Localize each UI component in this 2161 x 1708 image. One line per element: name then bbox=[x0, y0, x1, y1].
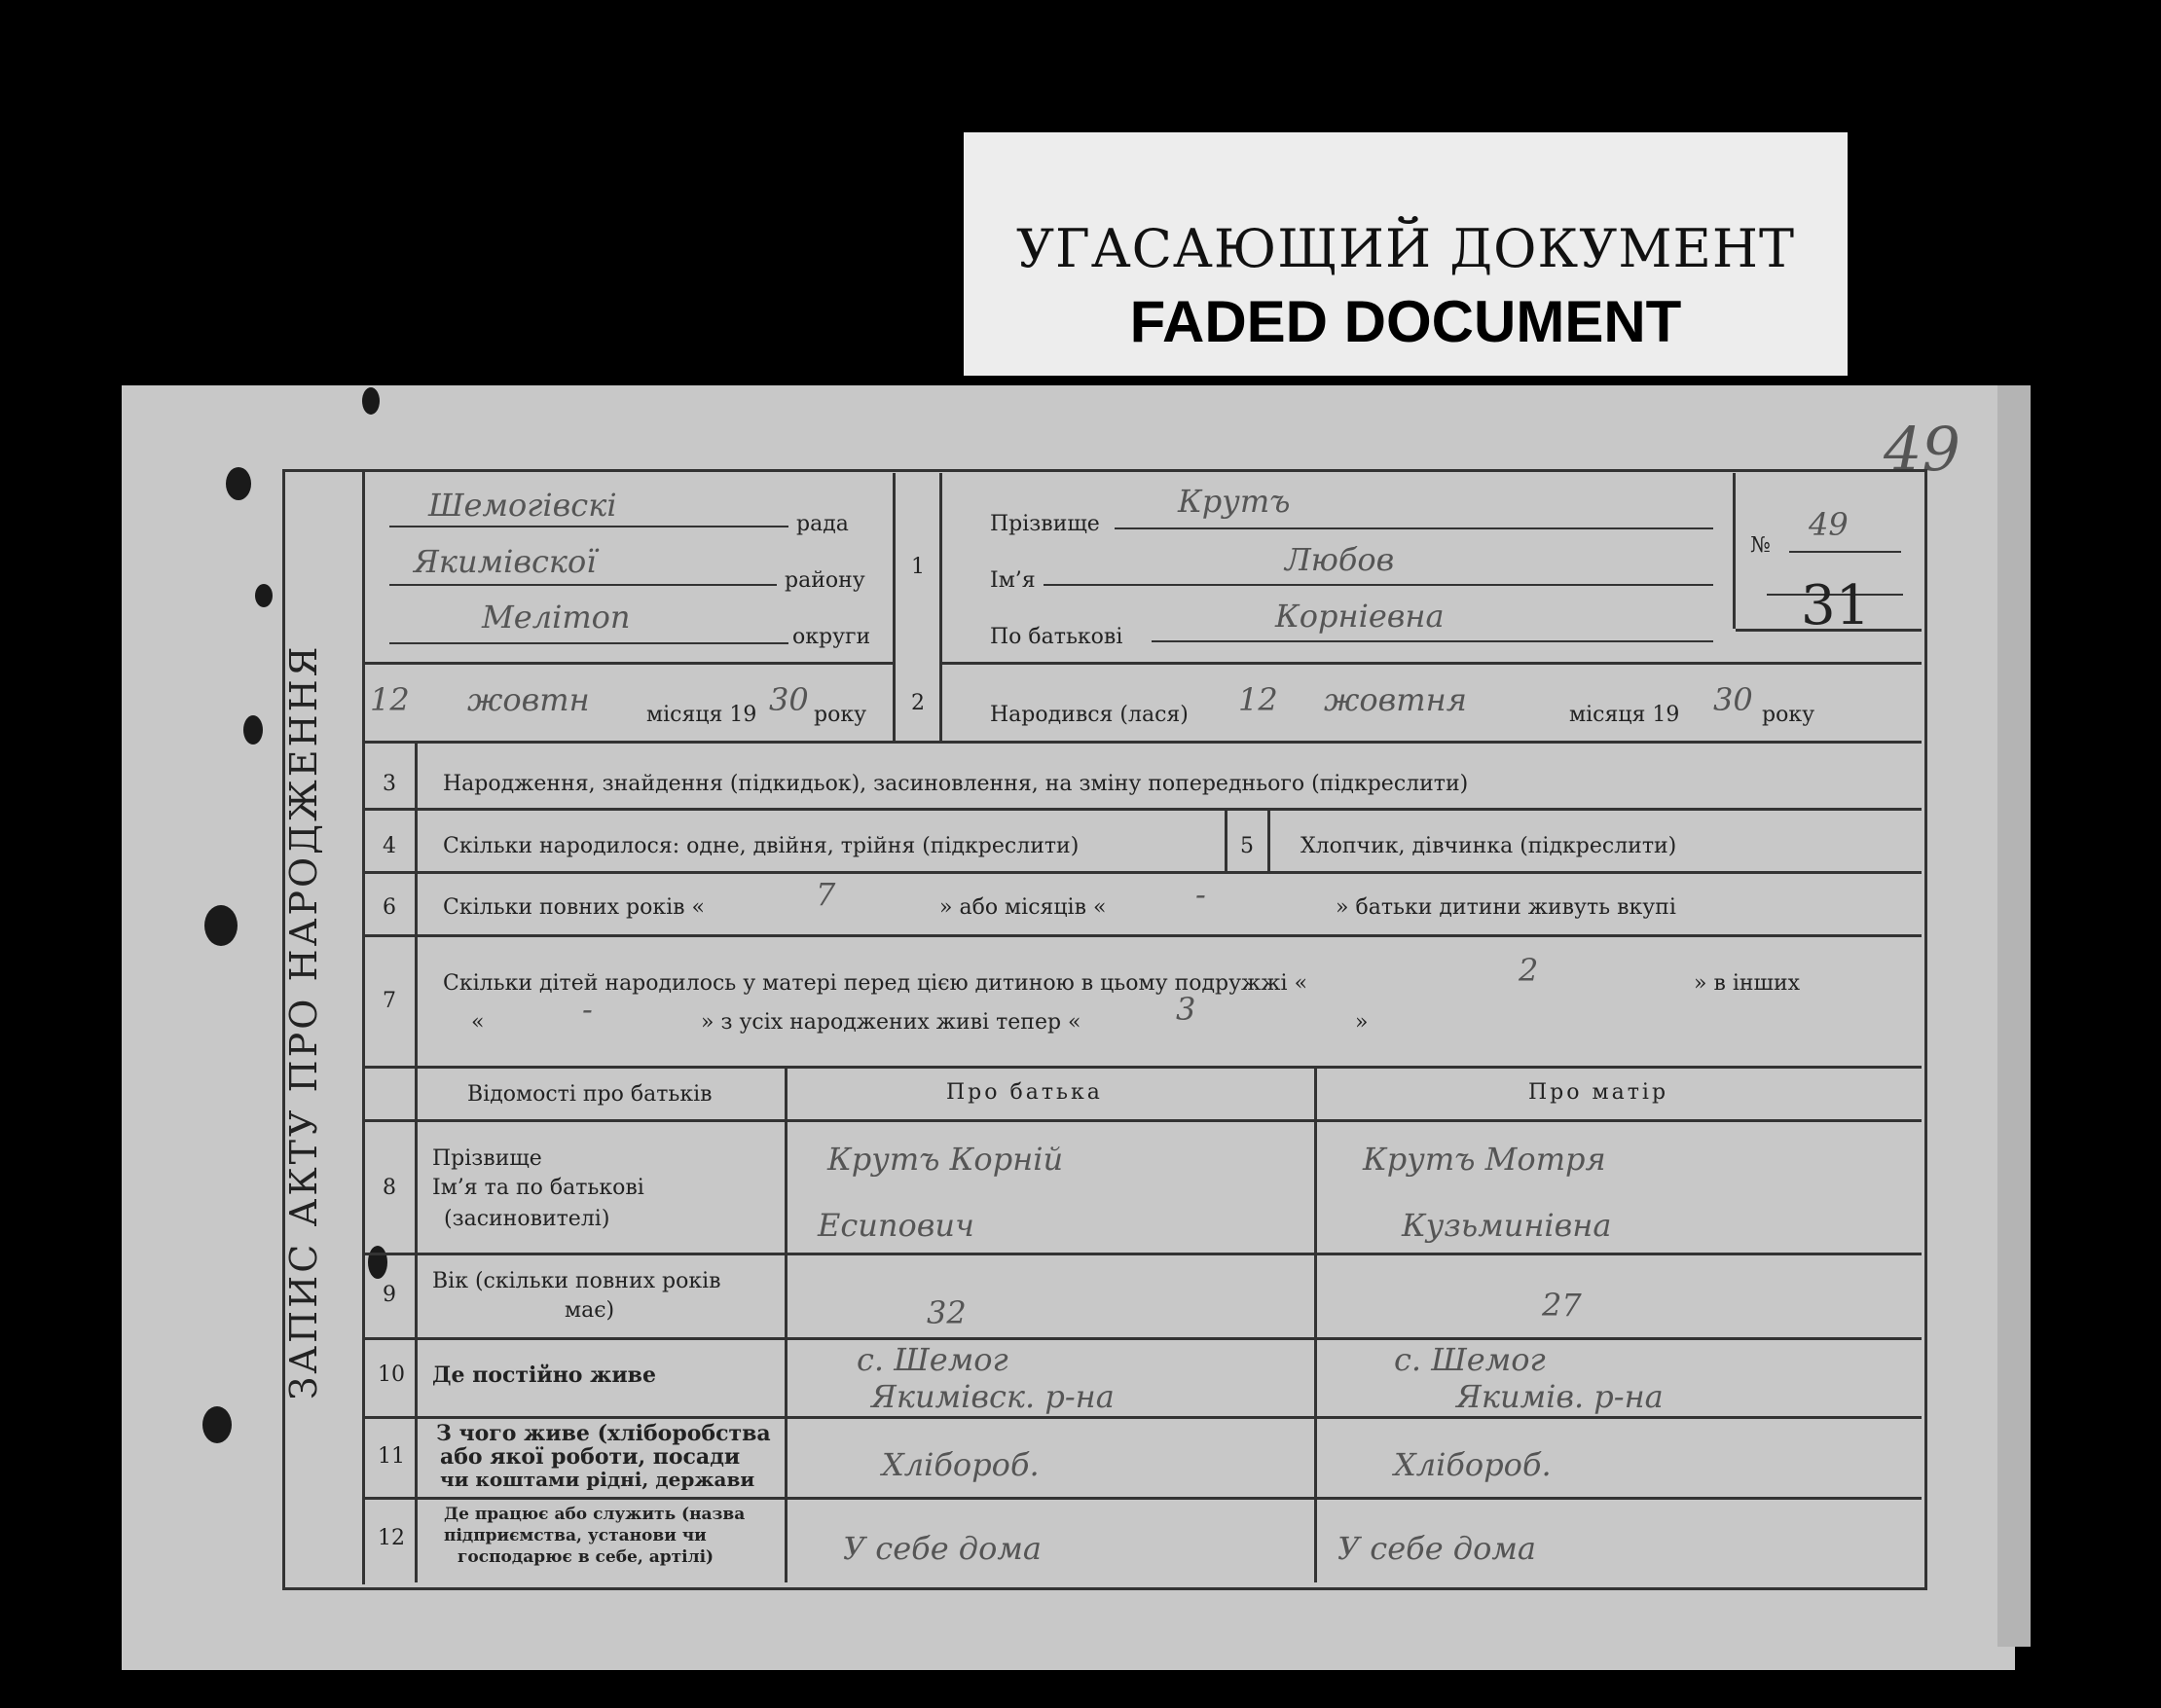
divider bbox=[1225, 811, 1227, 871]
faded-document-banner bbox=[964, 132, 1848, 376]
father-residence-2: Якимівск. р-на bbox=[871, 1378, 1115, 1415]
row-7-alive-now: 3 bbox=[1176, 991, 1196, 1028]
father-occupation: Хлібороб. bbox=[882, 1446, 1040, 1483]
divider bbox=[1733, 473, 1736, 629]
row-9-label-1: Вік (скільки повних років bbox=[432, 1269, 721, 1293]
handwritten-month: жовтн bbox=[467, 681, 590, 718]
born-month: жовтня bbox=[1324, 681, 1467, 718]
row-11-label-3: чи коштами рідні, держави bbox=[440, 1468, 755, 1491]
punch-hole bbox=[362, 387, 380, 415]
mother-age: 27 bbox=[1542, 1287, 1582, 1324]
fill-line bbox=[389, 642, 788, 644]
row-divider bbox=[365, 934, 1922, 937]
row-7-text-5: » bbox=[1355, 1010, 1369, 1035]
row-8-label-1: Прізвище bbox=[432, 1146, 542, 1171]
row-number-10: 10 bbox=[378, 1363, 405, 1387]
divider bbox=[785, 1069, 787, 1582]
row-6-text-3: » батьки дитини живуть вкупі bbox=[1336, 895, 1676, 920]
mother-occupation: Хлібороб. bbox=[1394, 1446, 1552, 1483]
row-10-label: Де постійно живе bbox=[432, 1363, 656, 1388]
row-number-7: 7 bbox=[383, 989, 396, 1013]
mother-name-1: Крутъ Мотря bbox=[1363, 1141, 1606, 1178]
record-no-label: № bbox=[1750, 533, 1771, 558]
raion-label: району bbox=[785, 568, 865, 593]
child-name: Любов bbox=[1285, 541, 1395, 578]
sheet-edge bbox=[1997, 385, 2031, 1647]
row-number-9: 9 bbox=[383, 1283, 396, 1307]
row-number-5: 5 bbox=[1240, 834, 1254, 858]
mother-residence-1: с. Шемог bbox=[1394, 1341, 1546, 1378]
okruh-label: округи bbox=[792, 625, 871, 649]
row-divider bbox=[365, 1253, 1922, 1255]
row-number-12: 12 bbox=[378, 1526, 405, 1550]
row-number-3: 3 bbox=[383, 772, 396, 796]
row-7-text-4: » з усіх народжених живі тепер « bbox=[701, 1010, 1081, 1035]
fill-line bbox=[389, 584, 777, 586]
row-divider bbox=[365, 1497, 1922, 1500]
row-divider bbox=[365, 1066, 1922, 1069]
mother-workplace: У себе дома bbox=[1337, 1530, 1536, 1567]
father-header: Про батька bbox=[946, 1080, 1103, 1105]
punch-hole bbox=[255, 584, 273, 607]
patronymic-label: По батькові bbox=[990, 625, 1123, 649]
row-8-label-2: Ім’я та по батькові bbox=[432, 1176, 644, 1200]
fill-line bbox=[389, 526, 788, 527]
row-number-11: 11 bbox=[378, 1444, 405, 1469]
born-day: 12 bbox=[1238, 681, 1278, 718]
banner-line-1: УГАСАЮЩИЙ ДОКУМЕНТ bbox=[1015, 218, 1796, 279]
row-7-text-3: « bbox=[471, 1010, 485, 1035]
row-8-label-3: (засиновителі) bbox=[444, 1207, 610, 1231]
row-6-months: - bbox=[1195, 876, 1206, 913]
father-residence-1: с. Шемог bbox=[857, 1341, 1008, 1378]
divider bbox=[365, 741, 1922, 744]
row-divider bbox=[365, 1416, 1922, 1419]
row-7-other: - bbox=[582, 991, 593, 1028]
mother-header: Про матір bbox=[1528, 1080, 1669, 1105]
handwritten-raion: Якимівскої bbox=[414, 543, 597, 580]
born-year-label: року bbox=[1762, 703, 1815, 727]
vertical-title-text: ЗАПИС АКТУ ПРО НАРОДЖЕННЯ bbox=[282, 643, 325, 1400]
name-label: Ім’я bbox=[990, 568, 1036, 593]
divider bbox=[1314, 1069, 1317, 1582]
father-name-1: Крутъ Корній bbox=[827, 1141, 1064, 1178]
fill-line bbox=[1789, 551, 1901, 553]
num-column-divider bbox=[415, 744, 418, 1582]
child-patronymic: Корніевна bbox=[1275, 598, 1445, 635]
row-12-label-1: Де працює або служить (назва bbox=[444, 1505, 746, 1524]
row-7-text-2: » в інших bbox=[1694, 971, 1801, 996]
row-6-years: 7 bbox=[816, 876, 836, 913]
divider bbox=[1267, 811, 1270, 871]
surname-label: Прізвище bbox=[990, 512, 1100, 536]
fill-line bbox=[1115, 527, 1713, 529]
page-number: 49 bbox=[1884, 414, 1960, 485]
row-number-8: 8 bbox=[383, 1176, 396, 1200]
born-month-label: місяця 19 bbox=[1569, 703, 1680, 727]
father-name-2: Есипович bbox=[818, 1207, 974, 1244]
row-divider bbox=[365, 871, 1922, 874]
fill-line bbox=[1044, 584, 1713, 586]
father-age: 32 bbox=[927, 1294, 967, 1331]
row-number-1: 1 bbox=[911, 555, 925, 579]
mother-name-2: Кузьминівна bbox=[1402, 1207, 1612, 1244]
punch-hole bbox=[204, 905, 238, 946]
born-label: Народився (лася) bbox=[990, 703, 1189, 727]
parents-info-header: Відомості про батьків bbox=[467, 1082, 713, 1107]
row-12-label-2: підприємства, установи чи bbox=[444, 1526, 707, 1545]
row-number-2: 2 bbox=[911, 691, 925, 715]
divider bbox=[942, 662, 1922, 665]
row-divider bbox=[365, 1119, 1922, 1122]
record-no-value-1: 49 bbox=[1809, 506, 1849, 543]
divider bbox=[893, 473, 896, 741]
row-7-text-1: Скільки дітей народилось у матері перед цією дитиною в цьому подружжі « bbox=[443, 971, 1308, 996]
row-9-label-2: має) bbox=[565, 1298, 615, 1323]
divider bbox=[939, 473, 942, 741]
row-6-text-2: » або місяців « bbox=[939, 895, 1107, 920]
year-label: року bbox=[814, 703, 867, 727]
row-6-text-1: Скільки повних років « bbox=[443, 895, 705, 920]
handwritten-okruh: Мелітоп bbox=[482, 599, 631, 636]
punch-hole bbox=[243, 715, 263, 745]
row-12-label-3: господарює в себе, артілі) bbox=[458, 1547, 714, 1567]
punch-hole bbox=[202, 1406, 232, 1443]
child-surname: Крутъ bbox=[1178, 483, 1291, 520]
row-3-text: Народження, знайдення (підкидьок), засиновлення, на зміну попереднього (підкреслити) bbox=[443, 772, 1469, 796]
row-divider bbox=[365, 1337, 1922, 1340]
row-11-label-2: або якої роботи, посади bbox=[440, 1444, 741, 1470]
father-workplace: У себе дома bbox=[843, 1530, 1042, 1567]
row-5-text: Хлопчик, дівчинка (підкреслити) bbox=[1300, 834, 1677, 858]
handwritten-year: 30 bbox=[769, 681, 809, 718]
row-divider bbox=[365, 808, 1922, 811]
handwritten-rada: Шемогівскі bbox=[428, 487, 617, 524]
row-4-text: Скільки народилося: одне, двійня, трійня (підкреслити) bbox=[443, 834, 1080, 858]
banner-line-2: FADED DOCUMENT bbox=[1129, 289, 1682, 354]
born-year: 30 bbox=[1713, 681, 1753, 718]
row-number-6: 6 bbox=[383, 895, 396, 920]
rada-label: рада bbox=[796, 512, 849, 536]
record-no-value-2: 31 bbox=[1801, 574, 1871, 637]
mother-residence-2: Якимів. р-на bbox=[1456, 1378, 1664, 1415]
row-7-children-before: 2 bbox=[1519, 952, 1539, 989]
row-number-4: 4 bbox=[383, 834, 396, 858]
fill-line bbox=[1152, 640, 1713, 642]
divider bbox=[365, 662, 893, 665]
punch-hole bbox=[226, 467, 251, 500]
row-11-label-1: З чого живе (хліборобства bbox=[436, 1421, 771, 1446]
handwritten-day: 12 bbox=[370, 681, 410, 718]
month-label: місяця 19 bbox=[646, 703, 757, 727]
